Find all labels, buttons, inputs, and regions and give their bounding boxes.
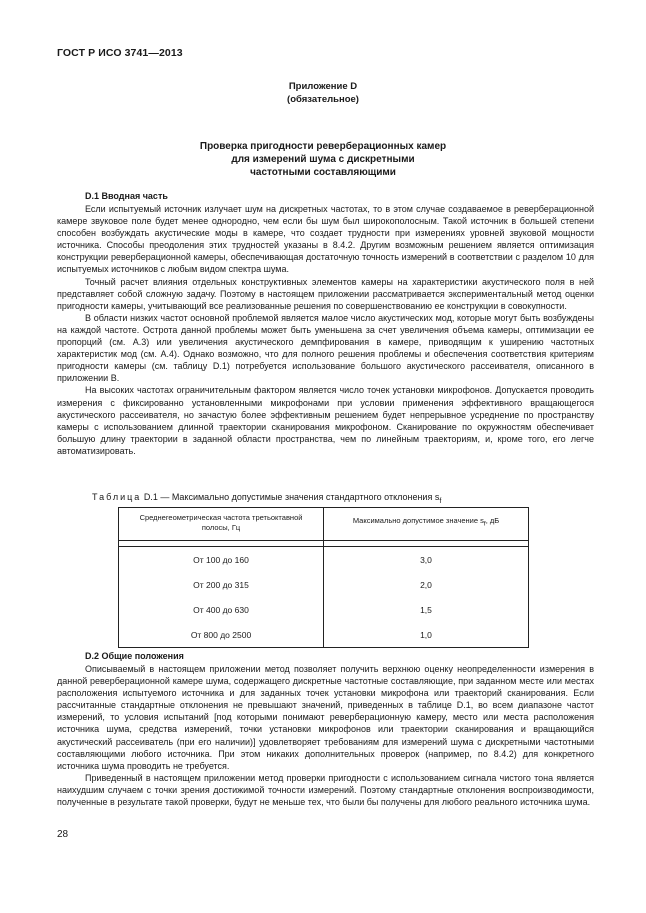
section-d2-body xyxy=(57,663,594,808)
section-heading-d2: D.2 Общие положения xyxy=(85,651,184,661)
column-header-frequency: Среднегеометрическая частота третьоктавной полосы, Гц xyxy=(119,508,324,541)
table-caption xyxy=(92,492,441,505)
cell-value: 1,5 xyxy=(324,597,529,622)
cell-band: От 800 до 2500 xyxy=(119,622,324,648)
table-row xyxy=(119,547,529,573)
table-row xyxy=(119,572,529,597)
section-heading-d1: D.1 Вводная часть xyxy=(85,191,168,201)
cell-value: 3,0 xyxy=(324,547,529,573)
table-caption-text: D.1 — Максимально допустимые значения стандартного отклонения s xyxy=(143,492,440,502)
cell-band: От 200 до 315 xyxy=(119,572,324,597)
paragraph: В области низких частот основной проблемой является малое число акустических мод, которые могут быть возбуждены на каждой частоте. Острота данной проблемы может быть уменьшена за счет увеличения объема камеры, оптимизации ее пропорций (см. А.3) или увеличения акустического демпфирования в камере, приводящим к уширению частотных характеристик мод (см. А.4). Однако возможно, что для полного решения проблемы и обеспечения соответствия критериям пригодности камеры (см. таблицу D.1) потребуется использование большого акустического рассеивателя, описанного в приложении В. xyxy=(57,312,594,384)
column-header-prefix: Максимально допустимое значение s xyxy=(352,516,484,526)
appendix-label: Приложение D xyxy=(288,81,358,92)
cell-value: 1,0 xyxy=(324,622,529,648)
table-caption-subscript: f xyxy=(439,497,442,505)
column-header-subscript: f xyxy=(483,520,486,528)
table-row xyxy=(119,622,529,648)
paragraph: На высоких частотах ограничительным фактором является число точек установки микрофонов. Допускается проводить измерения с фиксированно установленными микрофонами при условии применения эффективного вращающегося акустического рассеивателя, но зачастую более эффективным решением будет непрерывное усреднение по пространству камеры с использованием длинной траектории сканирования микрофоном. Сканирование по окружностям обеспечивает большую длину траектории в заданной области пространства, чем по линейным траекториям, и, кроме того, его легче автоматизировать. xyxy=(57,385,594,456)
appendix-title-line-1: Проверка пригодности реверберационных камер xyxy=(199,141,447,152)
page-number: 28 xyxy=(57,829,69,840)
paragraph: Точный расчет влияния отдельных конструктивных элементов камеры на характеристики акустического поля в ней представляет собой сложную задачу. Поэтому в настоящем приложении рассматривается экспериментальный метод оценки пригодности камеры, учитывающий все реализованные решения по совершенствованию ее конструкции в совокупности. xyxy=(57,276,594,311)
cell-band: От 400 до 630 xyxy=(119,597,324,622)
paragraph: Описываемый в настоящем приложении метод позволяет получить верхнюю оценку неопределенности измерения в данной реверберационной камере шума, содержащего дискретные частотные составляющие, при заданном месте или местах расположения испытуемого источника и для заданных точек установки микрофона или траекторий сканирования. Если рассчитанные стандартные отклонения не превышают значений, приведенных в таблице D.1, во всем диапазоне частот измерений, то условия испытаний [под которыми понимают реверберационную камеру, место или места расположения источника шума, средства измерений, точки установки микрофонов или траектории сканирования и вращающийся акустический рассеиватель (при его наличии)] удовлетворяет требованиям для измерений шума с дискретными частотными составляющими любого источника. При этом никаких дополнительных проверок (например, по 8.4.2) для конкретного источника шума проводить не требуется. xyxy=(57,664,594,771)
section-d1-body xyxy=(57,203,594,457)
table-header-row xyxy=(119,508,529,541)
appendix-title-line-2: для измерений шума с дискретными xyxy=(231,154,415,165)
column-header-max-deviation xyxy=(324,508,529,541)
appendix-status: (обязательное) xyxy=(287,94,359,105)
appendix-title-line-3: частотными составляющими xyxy=(250,167,396,178)
data-table xyxy=(118,507,529,648)
paragraph: Приведенный в настоящем приложении метод проверки пригодности с использованием сигнала чистого тона является наихудшим случаем с точки зрения достижимой точности измерений. Поэтому стандартные отклонения воспроизводимости, полученные в результате такой проверки, будут не меньше тех, что были бы получены для любого реального источника шума. xyxy=(57,772,594,808)
standard-designation: ГОСТ Р ИСО 3741—2013 xyxy=(57,47,183,59)
cell-band: От 100 до 160 xyxy=(119,547,324,573)
table-row xyxy=(119,597,529,622)
column-header-suffix: , дБ xyxy=(485,516,500,526)
cell-value: 2,0 xyxy=(324,572,529,597)
table-caption-prefix: Таблица xyxy=(92,492,142,502)
paragraph: Если испытуемый источник излучает шум на дискретных частотах, то в этом случае создаваемое в реверберационной камере звуковое поле будет менее однородно, чем если бы шум был широкополосным. Такой источник в большей степени способен возбуждать акустические моды в камере, что создает трудности при измерениях уровней звуковой мощности источника. Способы преодоления этих трудностей указаны в 8.4.2. Другим возможным решением является оптимизация конструкции реверберационной камеры, обеспечивающая достаточную точность измерений в соответствии с разделом 10 для испытуемых источников с любым видом спектра шума. xyxy=(57,204,594,275)
